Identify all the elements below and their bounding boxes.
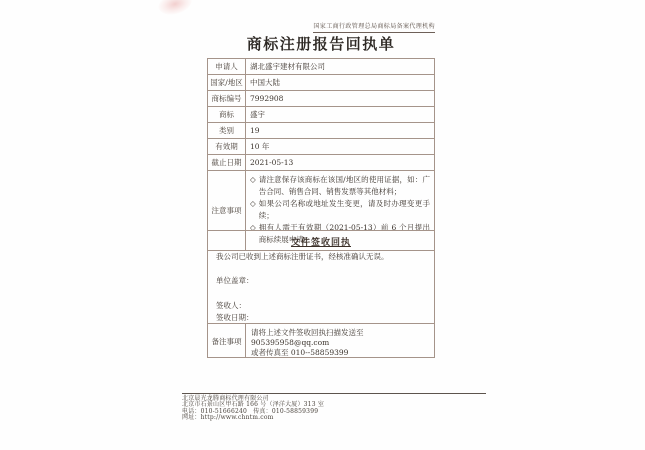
receipt-box-title-text: 文件签收回执 (290, 238, 351, 248)
scan-smudge-artifact (156, 0, 194, 18)
table-row (208, 139, 435, 155)
table-row (208, 59, 435, 75)
footer-phone-fax: 电话：010-51666240 传真：010-58859399 (182, 407, 319, 415)
row-value: 2021-05-13 (246, 155, 435, 171)
letterhead (207, 13, 435, 33)
table-row (208, 123, 435, 139)
remark-line: 请将上述文件签收回执扫描发送至 905395958@qq.com (251, 328, 364, 347)
row-value: 19 (246, 123, 435, 139)
note-item (250, 198, 430, 222)
letterhead-agency-text: 国家工商行政管理总局商标局备案代理机构 (313, 21, 435, 33)
remark-row (208, 323, 434, 358)
note-text: 如果公司名称或地址发生变更，请及时办理变更手续； (258, 199, 430, 220)
signer-label: 签收人： (216, 301, 246, 310)
receipt-confirmation-text: 我公司已收到上述商标注册证书，经核准确认无误。 (216, 252, 389, 261)
row-label: 申请人 (208, 59, 246, 75)
table-row (208, 155, 435, 171)
row-label: 截止日期 (208, 155, 246, 171)
remark-label: 备注事项 (208, 324, 246, 358)
trademark-info-table (207, 58, 435, 251)
receipt-confirmation-box (207, 230, 435, 358)
row-label: 国家/地区 (208, 75, 246, 91)
diamond-bullet-icon: ◇ (250, 175, 256, 184)
page-title: 商标注册报告回执单 (246, 35, 396, 53)
row-label: 商标编号 (208, 91, 246, 107)
table-row (208, 107, 435, 123)
agency-footer (182, 393, 486, 422)
footer-address: 北京市石景山区甲石路 166 号（泽洋大厦）313 室 (182, 401, 325, 409)
row-value: 盛宇 (246, 107, 435, 123)
company-seal-label: 单位盖章： (216, 276, 254, 285)
row-label: 有效期 (208, 139, 246, 155)
remark-line: 或者传真至 010--58859399 (251, 348, 349, 357)
table-row (208, 75, 435, 91)
row-label: 类别 (208, 123, 246, 139)
row-value: 10 年 (246, 139, 435, 155)
footer-website: 网址：http://www.chntm.com (182, 414, 274, 422)
note-item (250, 174, 430, 198)
note-text: 拥有人需于有效期（2021-05-13）前 6 个月提出商标续展申请。 (258, 223, 430, 244)
note-text: 请注意保存该商标在该国/地区的使用证据，如：广告合同、销售合同、销售发票等其他材料； (258, 175, 430, 196)
sign-date-label: 签收日期： (216, 313, 254, 322)
row-label: 注意事项 (208, 171, 246, 251)
table-row (208, 91, 435, 107)
receipt-box-title (208, 235, 434, 248)
row-value: 中国大陆 (246, 75, 435, 91)
row-value: 湖北盛宇建材有限公司 (246, 59, 435, 75)
footer-divider (182, 393, 486, 394)
row-value: 7992908 (246, 91, 435, 107)
diamond-bullet-icon: ◇ (250, 199, 256, 208)
row-label: 商标 (208, 107, 246, 123)
remark-content (246, 324, 434, 358)
footer-company: 北京晨光龙腾商标代理有限公司 (182, 395, 269, 402)
diamond-bullet-icon: ◇ (250, 223, 256, 232)
